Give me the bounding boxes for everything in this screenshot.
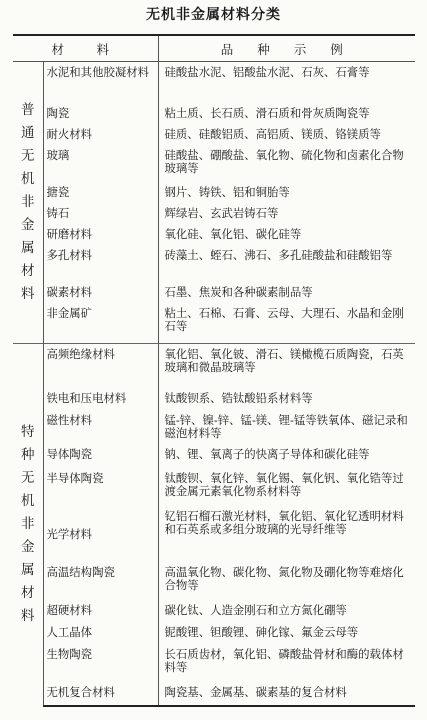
example-text: 钇铝石榴石激光材料，氧化铝、氧化钇透明材料和石英系或多组分玻璃的光导纤维等	[164, 508, 404, 536]
table-row	[13, 600, 415, 622]
table-row	[13, 182, 415, 203]
example-cell	[158, 103, 415, 124]
material-name: 非金属矿	[46, 305, 93, 320]
table-row	[13, 562, 415, 600]
table-row	[13, 282, 415, 303]
example-cell	[158, 562, 415, 600]
example-cell	[158, 388, 415, 410]
example-text: 硅酸盐水泥、铝酸盐水泥、石灰、石膏等	[164, 65, 370, 79]
example-cell	[158, 444, 415, 468]
example-cell	[158, 124, 415, 145]
table-row	[13, 203, 415, 224]
material-cell	[43, 506, 158, 562]
material-name: 铁电和压电材料	[46, 390, 127, 405]
example-text: 辉绿岩、玄武岩铸石等	[164, 205, 279, 220]
example-text: 长石质齿材，氧化铝、磷酸盐骨材和酶的载体材料等	[164, 646, 404, 674]
example-text: 粘土、石棉、石膏、云母、大理石、水晶和金刚石等	[164, 305, 404, 333]
example-cell	[158, 303, 415, 344]
example-cell	[158, 224, 415, 245]
material-name: 铸石	[46, 205, 70, 220]
table-row	[13, 62, 415, 103]
material-cell	[43, 182, 158, 203]
material-cell	[43, 562, 158, 600]
material-name: 人工晶体	[46, 624, 93, 639]
example-text: 高温氧化物、碳化物、氮化物及硼化物等难熔化合物等	[164, 564, 404, 592]
table-header-row	[13, 35, 415, 62]
example-cell	[158, 682, 415, 706]
example-cell	[158, 245, 415, 282]
example-text: 钛酸钡、氧化锌、氧化锡、氧化钒、氧化锆等过渡金属元素氧化物系材料等	[164, 470, 404, 498]
material-cell	[43, 622, 158, 644]
example-text: 粘土质、长石质、滑石质和骨灰质陶瓷等	[164, 105, 370, 120]
material-name: 半导体陶瓷	[46, 470, 104, 485]
example-text: 钠、锂、氧离子的快离子导体和碳化硅等	[164, 446, 370, 461]
page-title: 无机非金属材料分类	[146, 7, 281, 23]
example-cell	[158, 344, 415, 388]
example-cell	[158, 282, 415, 303]
example-text: 铌酸锂、钽酸锂、砷化镓、氟金云母等	[164, 624, 359, 639]
material-name: 搪瓷	[46, 184, 70, 199]
material-cell	[43, 282, 158, 303]
example-text: 钛酸钡系、锆钛酸铅系材料等	[164, 390, 313, 405]
material-cell	[43, 245, 158, 282]
table-row	[13, 303, 415, 344]
material-cell	[43, 682, 158, 706]
example-text: 陶瓷基、金属基、碳素基的复合材料	[164, 684, 347, 699]
material-name: 高频绝缘材料	[46, 347, 115, 361]
material-name: 导体陶瓷	[46, 446, 93, 461]
material-name: 陶瓷	[46, 105, 70, 120]
example-cell	[158, 506, 415, 562]
material-cell	[43, 344, 158, 388]
classification-table	[13, 34, 415, 707]
example-cell	[158, 468, 415, 506]
material-name: 生物陶瓷	[46, 646, 93, 661]
example-cell	[158, 145, 415, 182]
example-cell	[158, 600, 415, 622]
table-row	[13, 245, 415, 282]
material-cell	[43, 224, 158, 245]
table-row	[13, 103, 415, 124]
material-name: 光学材料	[46, 527, 93, 541]
material-cell	[43, 444, 158, 468]
material-cell	[43, 388, 158, 410]
material-name: 多孔材料	[46, 247, 93, 262]
material-cell	[43, 124, 158, 145]
table-row	[13, 410, 415, 444]
material-cell	[43, 62, 158, 103]
table-row	[13, 444, 415, 468]
table-row	[13, 388, 415, 410]
material-name: 玻璃	[46, 147, 70, 162]
example-cell	[158, 62, 415, 103]
material-name: 耐火材料	[46, 126, 93, 141]
material-cell	[43, 600, 158, 622]
example-text: 氧化铝、氧化铍、滑石、镁橄榄石质陶瓷，石英玻璃和微晶玻璃等	[164, 347, 404, 374]
header-examples: 品 种 示 例	[158, 35, 415, 62]
table-row	[13, 622, 415, 644]
header-material: 材 料	[13, 35, 158, 62]
table-row	[13, 682, 415, 706]
table-row	[13, 344, 415, 388]
material-cell	[43, 644, 158, 682]
material-cell	[43, 303, 158, 344]
table-row	[13, 644, 415, 682]
material-name: 磁性材料	[46, 412, 93, 427]
table-row	[13, 145, 415, 182]
material-cell	[43, 103, 158, 124]
material-name: 水泥和其他胶凝材料	[46, 65, 150, 79]
example-text: 砖藻土、蛭石、沸石、多孔硅酸盐和硅酸铝等	[164, 247, 393, 262]
material-name: 无机复合材料	[46, 684, 115, 699]
material-cell	[43, 203, 158, 224]
example-text: 碳化钛、人造金刚石和立方氮化硼等	[164, 602, 347, 617]
example-cell	[158, 203, 415, 224]
category-label: 普通无机非金属材料	[21, 102, 35, 302]
example-text: 钢片、铸铁、铝和铜胎等	[164, 184, 290, 199]
example-text: 硅酸盐、硼酸盐、氧化物、硫化物和卤素化合物玻璃等	[164, 147, 404, 175]
category-cell-special	[13, 344, 43, 706]
example-text: 锰-锌、镍-锌、锰-镁、锂-锰等铁氧体、磁记录和磁泡材料等	[164, 412, 408, 440]
example-text: 石墨、焦炭和各种碳素制品等	[164, 284, 313, 299]
category-cell-general	[13, 62, 43, 344]
material-name: 超硬材料	[46, 602, 93, 617]
material-name: 高温结构陶瓷	[46, 564, 115, 579]
material-cell	[43, 145, 158, 182]
material-cell	[43, 410, 158, 444]
table-row	[13, 124, 415, 145]
material-cell	[43, 468, 158, 506]
example-cell	[158, 410, 415, 444]
table-row	[13, 224, 415, 245]
material-name: 研磨材料	[46, 226, 93, 241]
table-row	[13, 506, 415, 562]
material-name: 碳素材料	[46, 284, 93, 299]
example-cell	[158, 182, 415, 203]
example-text: 氧化硅、氧化铝、碳化硅等	[164, 226, 302, 241]
example-cell	[158, 644, 415, 682]
table-row	[13, 468, 415, 506]
example-cell	[158, 622, 415, 644]
example-text: 硅质、硅酸铝质、高铝质、镁质、铬镁质等	[164, 126, 381, 141]
category-label: 特种无机非金属材料	[21, 424, 35, 625]
